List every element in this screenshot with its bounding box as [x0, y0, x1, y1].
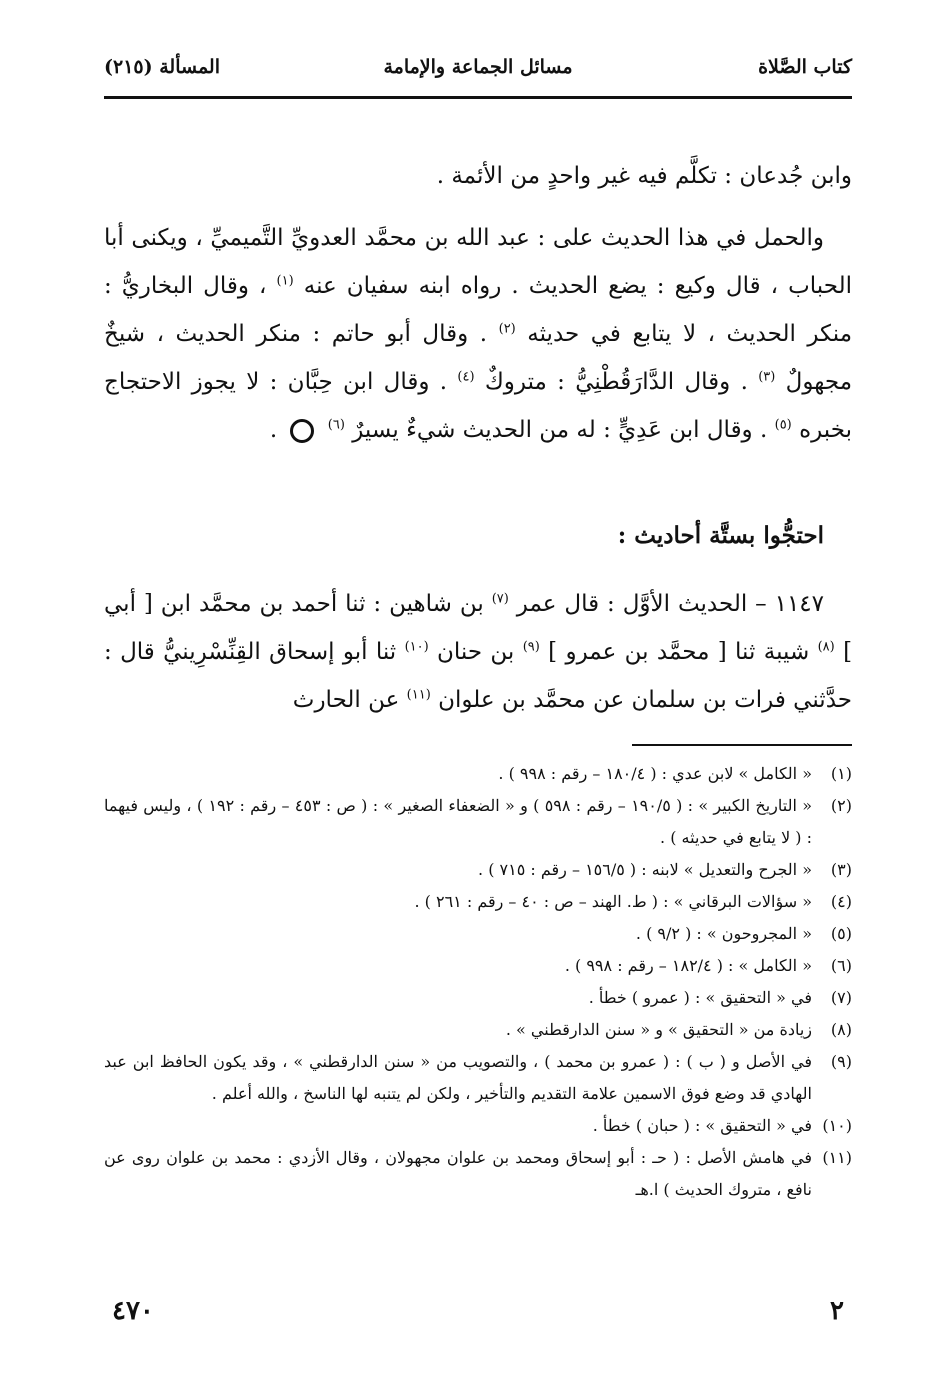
- footnote-separator: [632, 744, 852, 746]
- footnote-number: (٣): [830, 860, 852, 879]
- p4-segment: بن حنان: [437, 639, 515, 665]
- footnote-ref-11[interactable]: (١١): [406, 687, 431, 703]
- p4-segment: ثنا أبو إسحاق القِنِّسْرِينيُّ قال : حدَّثني فرات بن سلمان عن محمَّد بن علوان: [104, 639, 852, 713]
- footnote-ref-4[interactable]: (٤): [457, 369, 475, 385]
- footnote-ref-6[interactable]: (٦): [327, 417, 345, 433]
- footnote-number: (٥): [830, 924, 852, 943]
- end-of-section-circle-icon: [290, 419, 314, 443]
- footnote-number: (٨): [830, 1020, 852, 1039]
- footnote-text: زيادة من « التحقيق » و « سنن الدارقطني » .: [505, 1020, 812, 1039]
- paragraph-2: [104, 214, 852, 454]
- paragraph-1-text: وابن جُدعان : تكلَّم فيه غير واحدٍ من الأئمة .: [436, 163, 852, 189]
- running-header: [104, 56, 852, 90]
- p2-segment: .: [269, 417, 278, 443]
- footnote-5: [104, 918, 852, 950]
- footnote-1: [104, 758, 852, 790]
- footnote-number: (٤): [830, 892, 852, 911]
- paragraph-2-text: [104, 214, 852, 454]
- footnote-10: [104, 1110, 852, 1142]
- footnote-text: في « التحقيق » : ( عمرو ) خطأ .: [588, 988, 812, 1007]
- paragraph-4-text: [104, 580, 852, 724]
- paragraph-hadith-1147: [104, 580, 852, 724]
- footnote-3: [104, 854, 852, 886]
- header-issue-number: المسألة (٢١٥): [104, 56, 220, 78]
- footnote-2: [104, 790, 852, 854]
- footnote-number: (١): [830, 764, 852, 783]
- header-book-title: كتاب الصَّلاة: [758, 56, 852, 78]
- footnote-number: (١٠): [822, 1116, 852, 1135]
- footnote-text: في « التحقيق » : ( حبان ) خطأ .: [592, 1116, 812, 1135]
- volume-number: ٢: [830, 1296, 844, 1326]
- page-number: ٤٧٠: [112, 1296, 154, 1326]
- footnote-number: (٧): [830, 988, 852, 1007]
- footnote-text: « سؤالات البرقاني » : ( ط. الهند – ص : ٤٠ – رقم : ٢٦١ ) .: [414, 892, 812, 911]
- footnote-text: « التاريخ الكبير » : ( ١٩٠/٥ – رقم : ٥٩٨ ) و « الضعفاء الصغير » : ( ص : ٤٥٣ – رقم : ١٩٢ ) ، وليس فيهما : ( لا يتابع في حديثه ) .: [104, 796, 812, 847]
- footnote-4: [104, 886, 852, 918]
- footnote-text: « الكامل » : ( ١٨٢/٤ – رقم : ٩٩٨ ) .: [564, 956, 812, 975]
- footnote-number: (٢): [830, 796, 852, 815]
- footnote-text: « المجروحون » : ( ٩/٢ ) .: [635, 924, 812, 943]
- section-heading-text: احتجُّوا بستَّة أحاديث :: [617, 522, 824, 549]
- footnote-ref-2[interactable]: (٢): [498, 321, 516, 337]
- footnote-number: (١١): [822, 1148, 852, 1167]
- footnote-8: [104, 1014, 852, 1046]
- footnote-ref-1[interactable]: (١): [276, 273, 294, 289]
- footnotes: [104, 758, 852, 1206]
- p4-segment: ١١٤٧ – الحديث الأوَّل : قال عمر: [516, 591, 825, 617]
- paragraph-1: [104, 152, 852, 200]
- p2-segment: . وقال الدَّارَقُطْنِيُّ : متروكٌ: [484, 369, 748, 395]
- p2-segment: . وقال ابن عَدِيٍّ : له من الحديث شيءٌ يسيرٌ: [352, 417, 768, 443]
- header-rule: [104, 96, 852, 99]
- footnote-text: في هامش الأصل : ( حـ : أبو إسحاق ومحمد بن علوان مجهولان ، وقال الأزدي : محمد بن علوان روى عن نافع ، متروك الحديث ) ا.هـ: [104, 1148, 812, 1199]
- footnote-number: (٦): [830, 956, 852, 975]
- footnote-9: [104, 1046, 852, 1110]
- footnote-ref-7[interactable]: (٧): [491, 591, 509, 607]
- p2-segment: . وقال أبو حاتم : منكر الحديث ، شيخٌ مجهولٌ: [104, 321, 853, 395]
- footnote-11: [104, 1142, 852, 1206]
- footnote-7: [104, 982, 852, 1014]
- section-heading: [104, 512, 852, 560]
- p4-segment: شيبة ثنا [ محمَّد بن عمرو ]: [548, 639, 810, 665]
- header-chapter-title: مسائل الجماعة والإمامة: [383, 56, 573, 78]
- footnote-text: « الجرح والتعديل » لابنه : ( ١٥٦/٥ – رقم : ٧١٥ ) .: [478, 860, 812, 879]
- footnote-text: في الأصل و ( ب ) : ( عمرو بن محمد ) ، والتصويب من « سنن الدارقطني » ، وقد يكون الحافظ ابن عبد الهادي قد وضع فوق الاسمين علامة التقديم والتأخير ، ولكن لم يتنبه لها الناسخ ، والله أعلم .: [104, 1052, 812, 1103]
- footnote-ref-8[interactable]: (٨): [817, 639, 835, 655]
- p2-segment: والحمل في هذا الحديث على : عبد الله بن محمَّد العدويِّ التَّميميِّ ، ويكنى أبا الحباب ، قال وكيع : يضع الحديث . رواه ابنه سفيان عنه: [104, 225, 852, 299]
- p2-segment: . وقال ابن حِبَّان : لا يجوز الاحتجاج بخبره: [104, 369, 852, 443]
- footnote-text: « الكامل » لابن عدي : ( ١٨٠/٤ – رقم : ٩٩٨ ) .: [498, 764, 812, 783]
- footnote-ref-10[interactable]: (١٠): [404, 639, 429, 655]
- footnote-ref-5[interactable]: (٥): [774, 417, 792, 433]
- p2-segment: ، وقال البخاريُّ : منكر الحديث ، لا يتابع في حديثه: [104, 273, 853, 347]
- footnote-ref-9[interactable]: (٩): [522, 639, 540, 655]
- footnote-number: (٩): [830, 1052, 852, 1071]
- footnote-ref-3[interactable]: (٣): [758, 369, 776, 385]
- p4-segment: عن الحارث: [292, 687, 400, 713]
- p4-segment: بن شاهين : ثنا أحمد بن محمَّد ابن [ أبي ]: [104, 591, 853, 665]
- footnote-6: [104, 950, 852, 982]
